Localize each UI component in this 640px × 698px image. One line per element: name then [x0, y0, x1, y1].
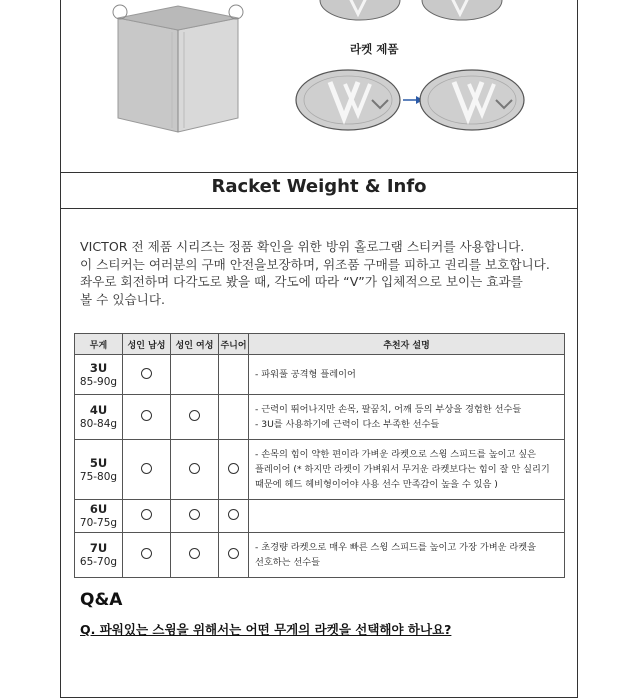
weight-grams: 85-90g: [79, 375, 118, 388]
intro-line: 볼 수 있습니다.: [80, 291, 166, 307]
suitability-cell-junior: [219, 533, 249, 578]
table-row: [75, 355, 565, 395]
weight-unit: 6U: [89, 502, 108, 516]
qa-question: Q. 파워있는 스윙을 위해서는 어떤 무게의 라켓을 선택해야 하나요?: [80, 622, 452, 637]
circle-mark-icon: [141, 509, 152, 520]
recommendation-cell: [249, 500, 565, 533]
circle-mark-icon: [141, 463, 152, 474]
circle-mark-icon: [228, 509, 239, 520]
header-weight: 무게: [75, 334, 123, 355]
circle-mark-icon: [189, 509, 200, 520]
hologram-illustration-section: [60, 0, 578, 172]
weight-cell: [75, 500, 123, 533]
intro-line: 좌우로 회전하며 다각도로 봤을 때, 각도에 따라 “V”가 입체적으로 보이는 효과를: [80, 274, 523, 289]
suitability-cell-female: [171, 500, 219, 533]
weight-cell: [75, 395, 123, 440]
suitability-cell-junior: [219, 500, 249, 533]
suitability-cell-male: [123, 500, 171, 533]
recommendation-line: - 초경량 라켓으로 매우 빠른 스윙 스피드를 높이고 가장 가벼운 라켓을: [255, 542, 537, 553]
weight-unit: 7U: [89, 541, 108, 555]
header-recommendation: 추천자 설명: [249, 334, 565, 355]
weight-unit: 4U: [89, 403, 108, 417]
hologram-sticker-sheet-image: [113, 5, 243, 132]
suitability-cell-male: [123, 395, 171, 440]
recommendation-line: - 근력이 뛰어나지만 손목, 팔꿈치, 어깨 등의 부상을 경험한 선수들: [255, 404, 522, 415]
suitability-cell-female: [171, 395, 219, 440]
hologram-illustrations: [60, 0, 578, 172]
weight-grams: 65-70g: [79, 556, 118, 568]
intro-line: 이 스티커는 여러분의 구매 안전을보장하며, 위조품 구매를 피하고 권리를 보호합니다.: [80, 256, 550, 272]
suitability-cell-male: [123, 440, 171, 500]
suitability-cell-junior: [219, 395, 249, 440]
circle-mark-icon: [141, 410, 152, 421]
table-row: [75, 395, 565, 440]
circle-mark-icon: [189, 463, 200, 474]
suitability-cell-female: [171, 440, 219, 500]
section-divider: [60, 208, 578, 209]
circle-mark-icon: [141, 368, 152, 379]
intro-text: [80, 238, 560, 308]
weight-grams: 70-75g: [79, 517, 118, 529]
weight-unit: 5U: [89, 455, 108, 470]
header-junior: 주니어: [219, 334, 249, 355]
table-row: [75, 440, 565, 500]
hologram-sticker-top-left-image: [320, 0, 400, 20]
recommendation-line: 플레이어 (* 하지만 라켓이 가벼워서 무거운 라켓보다는 힘이 잘 안 실리기: [255, 464, 550, 475]
circle-mark-icon: [228, 463, 239, 474]
suitability-cell-female: [171, 533, 219, 578]
recommendation-line: - 손목의 힘이 약한 편이라 가벼운 라켓으로 스윙 스피드를 높이고 싶은: [255, 449, 537, 460]
recommendation-cell: [249, 355, 565, 395]
table-row: [75, 533, 565, 578]
suitability-cell-junior: [219, 440, 249, 500]
weight-grams: 80-84g: [79, 418, 118, 430]
circle-mark-icon: [189, 410, 200, 421]
weight-table: [74, 333, 565, 578]
weight-cell: [75, 440, 123, 500]
section-title: Racket Weight & Info: [211, 176, 427, 197]
header-adult-male: 성인 남성: [123, 334, 171, 355]
suitability-cell-female: [171, 355, 219, 395]
recommendation-line: - 파워풀 공격형 플레이어: [255, 369, 356, 380]
section-divider: [60, 172, 578, 173]
hologram-sticker-after-image: [420, 70, 524, 130]
recommendation-line: 선호하는 선수들: [255, 557, 321, 568]
suitability-cell-junior: [219, 355, 249, 395]
recommendation-line: - 3U를 사용하기에 근력이 다소 부족한 선수들: [255, 419, 440, 430]
recommendation-line: 때문에 헤드 헤비형이어야 사용 선수 만족감이 높을 수 있음 ): [255, 479, 498, 490]
header-adult-female: 성인 여성: [171, 334, 219, 355]
suitability-cell-male: [123, 533, 171, 578]
recommendation-cell: [249, 440, 565, 500]
table-header-row: [75, 334, 565, 355]
qa-title: Q&A: [80, 590, 123, 610]
suitability-cell-male: [123, 355, 171, 395]
hologram-sticker-top-right-image: [422, 0, 502, 20]
weight-grams: 75-80g: [79, 470, 118, 483]
racket-product-caption: 라켓 제품: [350, 42, 399, 56]
weight-unit: 3U: [89, 360, 108, 375]
hologram-sticker-before-image: [296, 70, 400, 130]
recommendation-cell: [249, 533, 565, 578]
circle-mark-icon: [189, 548, 200, 559]
table-row: [75, 500, 565, 533]
weight-cell: [75, 355, 123, 395]
intro-line: VICTOR 전 제품 시리즈는 정품 확인을 위한 방위 홀로그램 스티커를 사용합니다.: [80, 239, 525, 254]
weight-cell: [75, 533, 123, 578]
circle-mark-icon: [228, 548, 239, 559]
recommendation-cell: [249, 395, 565, 440]
circle-mark-icon: [141, 548, 152, 559]
